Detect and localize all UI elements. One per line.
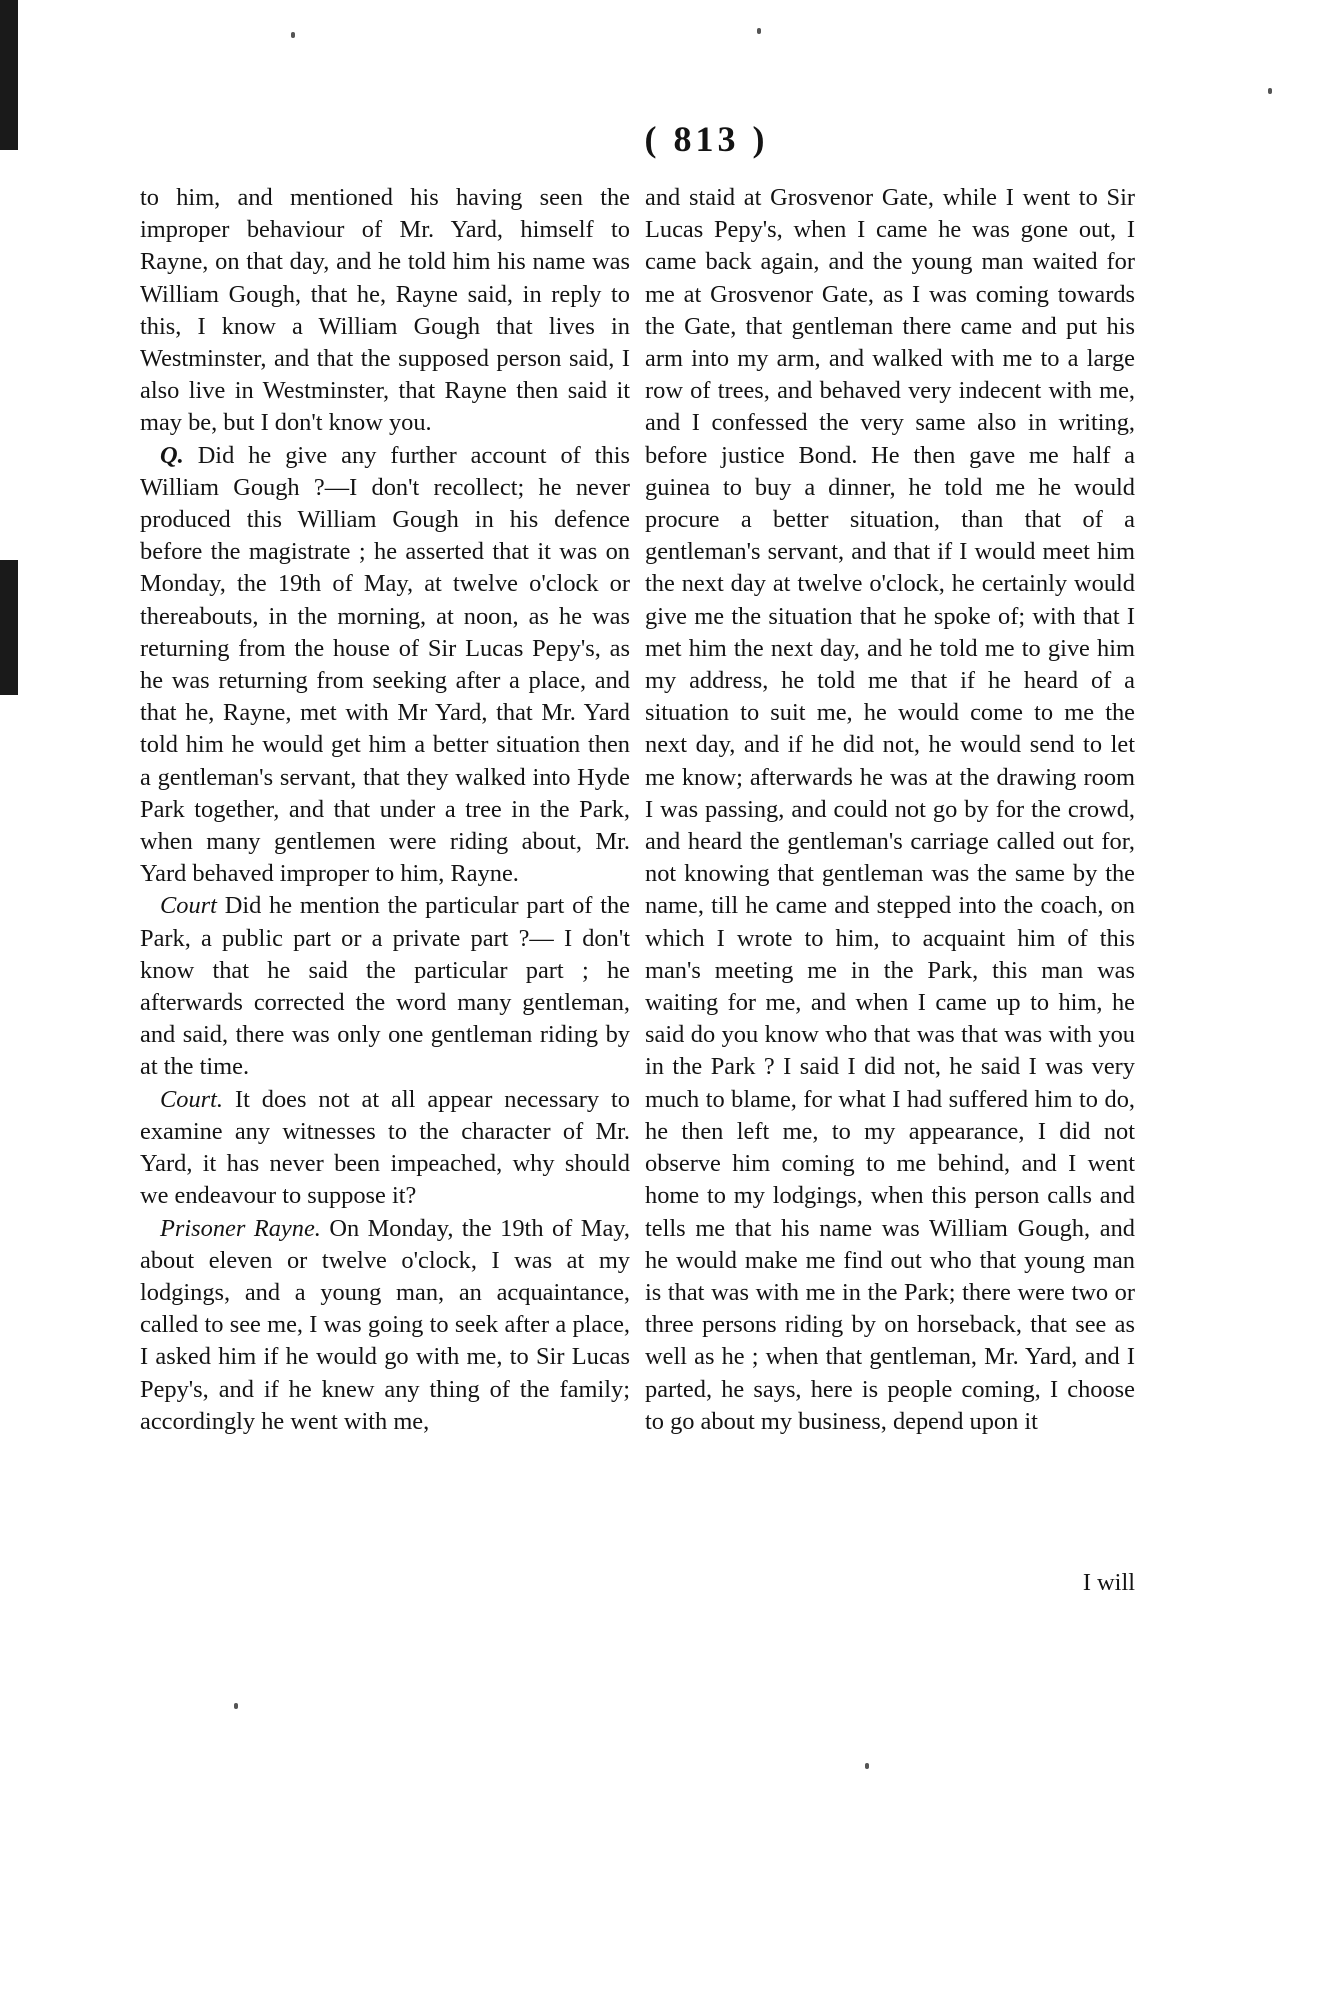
paragraph-text: It does not at all appear necessary to examine any witnesses to the character of Mr. Yard, it has never been impeached, why should we endeavour to suppose it? [140,1085,630,1210]
speaker-label: Court [160,892,217,920]
ink-speck [234,1703,238,1709]
paragraph-text: On Monday, the 19th of May, about eleven or twelve o'clock, I was at my lodgings, and a young man, an acquaintance, called to see me, I was going to seek after a place, I asked him if he would go with me, to Sir Lucas Pepy's, and if he knew any thing of the family; accordingly he went with me, [140,1214,630,1435]
paragraph: to him, and mentioned his having seen the improper behaviour of Mr. Yard, himself to Rayne, on that day, and he told him his name was William Gough, that he, Rayne said, in reply to this, I know a William Gough that lives in Westminster, and that the supposed person said, I also live in Westminster, that Rayne then said it may be, but I don't know you. [140,184,630,437]
ink-speck [865,1763,869,1769]
paragraph-text: Did he mention the particular part of the Park, a public part or a private part ?— I don't know that he said the particular part ; he afterwards corrected the word many gentleman, and said, there was only one gentleman riding by at the time. [140,892,630,1081]
text-column-right [645,182,1135,1438]
catchword: I will [1082,1569,1135,1596]
paragraph-text: Did he give any further account of this William Gough ?—I don't recollect; he never produced this William Gough in his defence before the magistrate ; he asserted that it was on Monday, the 19th of May, at twelve o'clock or thereabouts, in the morning, at noon, as he was returning from the house of Sir Lucas Pepy's, as he was returning from seeking after a place, and that he, Rayne, met with Mr Yard, that Mr. Yard told him he would get him a better situation then a gentleman's servant, that they walked into Hyde Park together, and that under a tree in the Park, when many gentlemen were riding about, Mr. Yard behaved improper to him, Rayne. [140,441,630,888]
ink-speck [291,32,295,38]
question-marker: Q. [160,441,184,469]
ink-speck [1268,88,1272,94]
paragraph [140,440,630,891]
paragraph: and staid at Grosvenor Gate, while I went to Sir Lucas Pepy's, when I came he was gone out, I came back again, and the young man waited for me at Grosvenor Gate, as I was coming towards the Gate, that gentleman there came and put his arm into my arm, and walked with me to a large row of trees, and behaved very indecent with me, and I confessed the very same also in writing, before justice Bond. He then gave me half a guinea to buy a dinner, he told me he would procure a better situation, than that of a gentleman's servant, and that if I would meet him the next day at twelve o'clock, he certainly would give me the situation that he spoke of; with that I met him the next day, and he told me to give him my address, he told me that if he heard of a situation to suit me, he would come to me the next day, and if he did not, he would send to let me know; afterwards he was at the drawing room I was passing, and could not go by for the crowd, and heard the gentleman's carriage called out for, not knowing that gentleman was the same by the name, till he came and stepped into the coach, on which I wrote to him, to acquaint him of this man's meeting me in the Park, this man was waiting for me, and when I came up to him, he said do you know who that was that was with you in the Park ? I said I did not, he said I was very much to blame, for what I had suffered him to do, he then left me, to my appearance, I did not observe him coming to me behind, and I went home to my lodgings, when this person calls and tells me that his name was William Gough, and he would make me find out who that young man is that was with me in the Park; there were two or three persons riding by on horseback, that see as well as he ; when that gentleman, Mr. Yard, and I parted, he says, here is people coming, I choose to go about my business, depend upon it [645,184,1135,1435]
paragraph [140,890,630,1083]
text-column-left [140,182,630,1438]
paragraph [140,1213,630,1438]
speaker-label: Court. [160,1085,224,1113]
page-number: ( 813 ) [644,119,769,159]
ink-speck [757,28,761,34]
speaker-label: Prisoner Rayne. [160,1214,321,1242]
binding-edge-mark [0,560,18,695]
paragraph [140,1084,630,1213]
